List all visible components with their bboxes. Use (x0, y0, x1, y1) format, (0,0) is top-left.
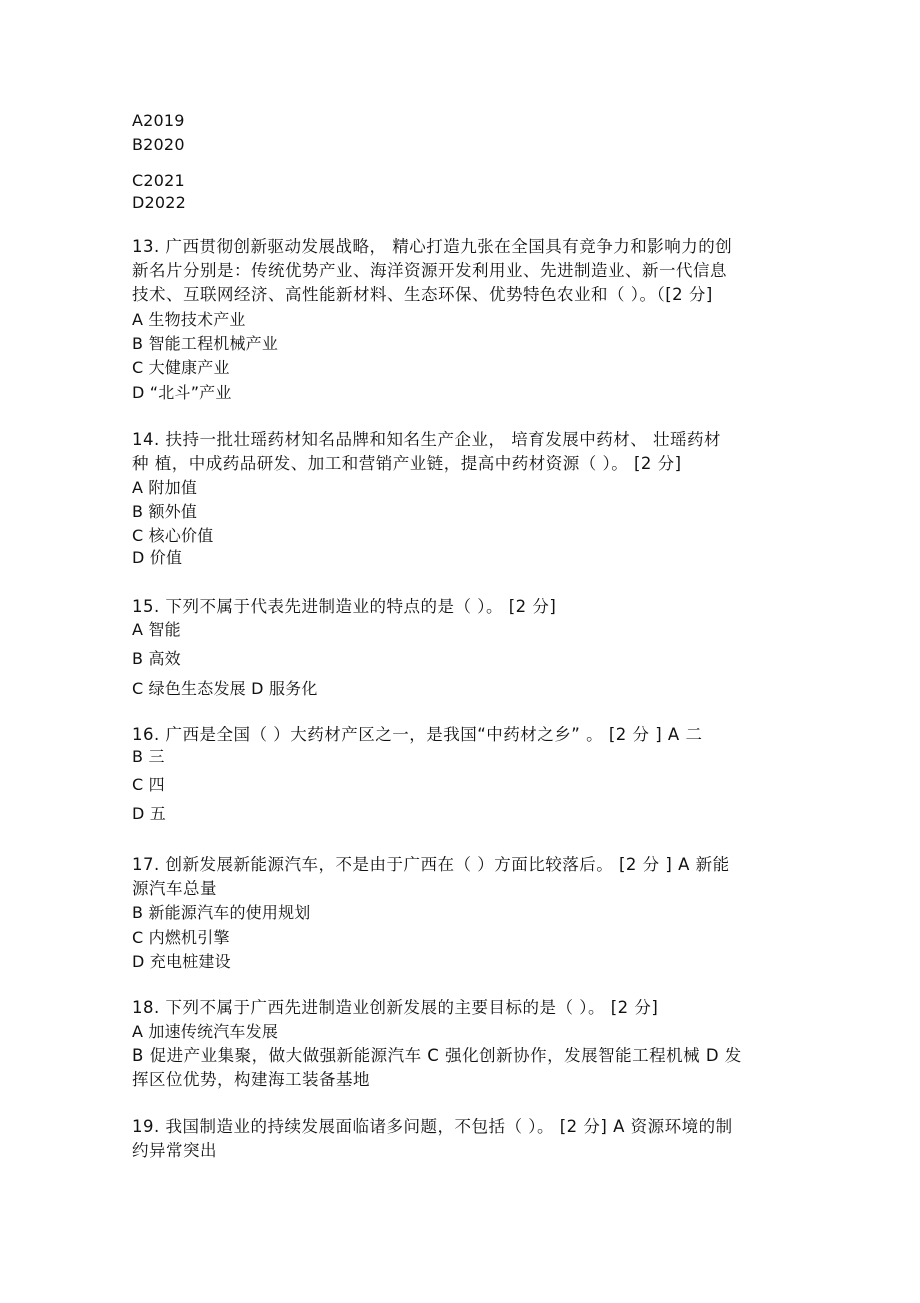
q14-option-a: A 附加值 (132, 478, 198, 497)
q14-option-b: B 额外值 (132, 502, 198, 521)
q12-option-b: B2020 (132, 135, 185, 154)
q17-option-c: C 内燃机引擎 (132, 928, 230, 947)
q17-stem-line: 源汽车总量 (132, 879, 217, 898)
q17-stem-line: 17. 创新发展新能源汽车，不是由于广西在（ ）方面比较落后。 [2 分 ] A 新能 (132, 855, 730, 874)
q16-stem-line: 16. 广西是全国（ ）大药材产区之一，是我国“中药材之乡” 。 [2 分 ] A 二 (132, 725, 703, 744)
q13-stem-line: 新名片分别是：传统优势产业、海洋资源开发利用业、先进制造业、新一代信息 (132, 261, 727, 280)
q14-option-c: C 核心价值 (132, 526, 214, 545)
q14-stem-line: 种 植，中成药品研发、加工和营销产业链，提高中药材资源（ ）。 [2 分] (132, 454, 682, 473)
q13-option-c: C 大健康产业 (132, 358, 230, 377)
q13-stem-line: 技术、互联网经济、高性能新材料、生态环保、优势特色农业和（ ）。（[2 分] (132, 285, 713, 304)
q15-option-b: B 高效 (132, 649, 181, 668)
q18-option-bcd: B 促进产业集聚，做大做强新能源汽车 C 强化创新协作，发展智能工程机械 D 发 (132, 1046, 742, 1065)
q12-option-d: D2022 (132, 193, 187, 212)
q15-option-cd: C 绿色生态发展 D 服务化 (132, 679, 318, 698)
q14-stem-line: 14. 扶持一批壮瑶药材知名品牌和知名生产企业， 培育发展中药材、 壮瑶药材 (132, 430, 721, 449)
q12-option-c: C2021 (132, 171, 185, 190)
q15-stem-line: 15. 下列不属于代表先进制造业的特点的是（ ）。 [2 分] (132, 597, 557, 616)
q17-option-d: D 充电桩建设 (132, 952, 231, 971)
q19-stem-line: 约异常突出 (132, 1141, 217, 1160)
q17-option-b: B 新能源汽车的使用规划 (132, 903, 311, 922)
q13-option-b: B 智能工程机械产业 (132, 334, 279, 353)
q16-option-b: B 三 (132, 747, 165, 766)
q13-option-d: D “北斗”产业 (132, 383, 232, 402)
q14-option-d: D 价值 (132, 548, 183, 567)
q18-option-a: A 加速传统汽车发展 (132, 1022, 279, 1041)
q18-stem-line: 18. 下列不属于广西先进制造业创新发展的主要目标的是（ ）。 [2 分] (132, 998, 659, 1017)
q15-option-a: A 智能 (132, 620, 181, 639)
q16-option-c: C 四 (132, 775, 165, 794)
q19-stem-line: 19. 我国制造业的持续发展面临诸多问题，不包括（ ）。 [2 分] A 资源环境的制 (132, 1117, 733, 1136)
q13-option-a: A 生物技术产业 (132, 310, 246, 329)
q12-option-a: A2019 (132, 111, 185, 130)
q13-stem-line: 13. 广西贯彻创新驱动发展战略， 精心打造九张在全国具有竞争力和影响力的创 (132, 237, 733, 256)
q18-option-cont: 挥区位优势，构建海工装备基地 (132, 1070, 370, 1089)
q16-option-d: D 五 (132, 804, 167, 823)
